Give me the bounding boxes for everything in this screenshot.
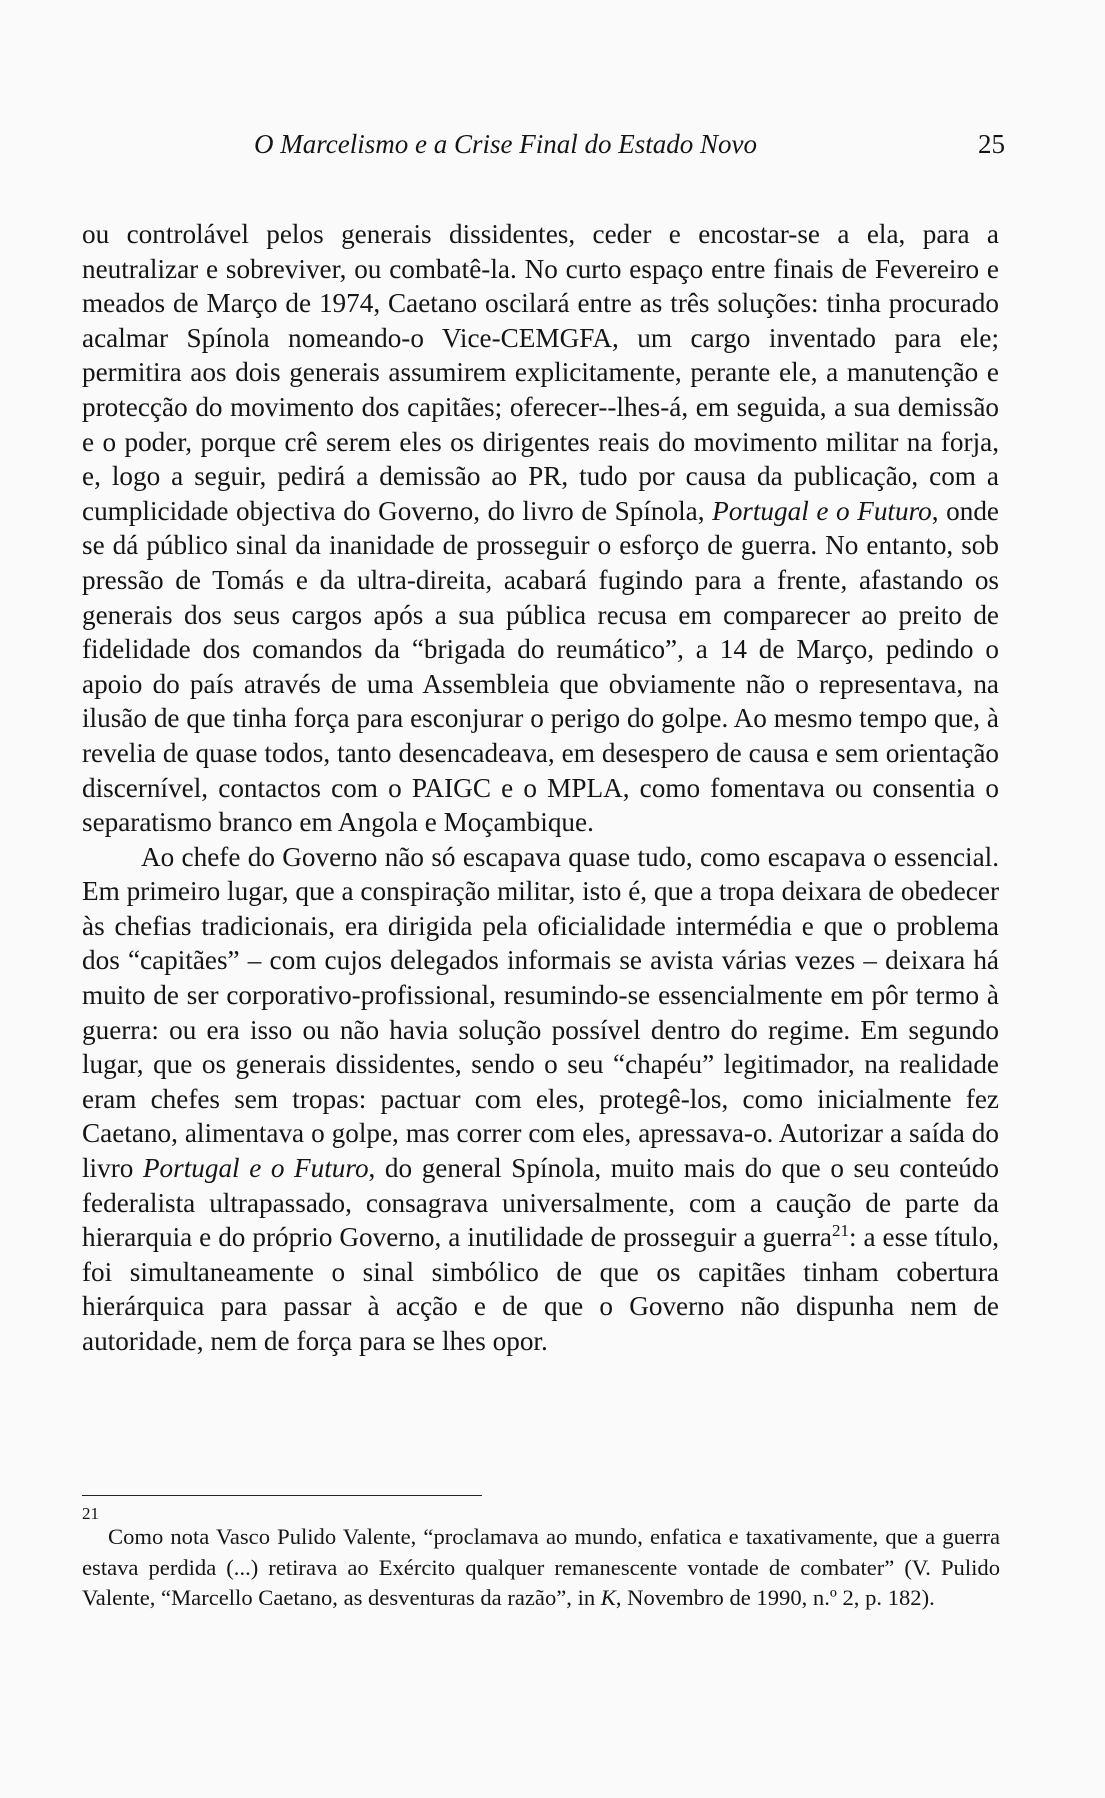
paragraph-text: , onde se dá público sinal da inanidade de prosseguir o esforço de guerra. No entanto, sob pressão de Tomás e da ultra-direita, acabará fugindo para a frente, afastando os generais dos seus cargos após a sua pública recusa em comparecer ao preito de fidelidade dos comandos da “brigada do reumático”, a 14 de Março, pedindo o apoio do país através de uma Assembleia que obviamente não o representava, na ilusão de que tinha força para esconjurar o perigo do golpe. Ao mesmo tempo que, à revelia de quase todos, tanto desencadeava, em desespero de causa e sem orientação discernível, contactos com o PAIGC e o MPLA, como fomentava ou consentia o separatismo branco em Angola e Moçambique. bbox=[82, 495, 999, 838]
running-header bbox=[82, 127, 1005, 161]
paragraph bbox=[82, 840, 999, 1359]
paragraph-text: ou controlável pelos generais dissidentes, ceder e encostar-se a ela, para a neutralizar e sobreviver, ou combatê-la. No curto espaço entre finais de Fevereiro e meados de Março de 1974, Caetano oscilará entre as três soluções: tinha procurado acalmar Spínola nomeando-o Vice-CEMGFA, um cargo inventado para ele; permitira aos dois generais assumirem explicitamente, perante ele, a manutenção e protecção do movimento dos capitães; oferecer--lhes-á, em seguida, a sua demissão e o poder, porque crê serem eles os dirigentes reais do movimento militar na forja, e, logo a seguir, pedirá a demissão ao PR, tudo por causa da publicação, com a cumplicidade objectiva do Governo, do livro de Spínola, bbox=[82, 219, 999, 526]
paragraph-text: : a esse título, foi simultaneamente o sinal simbólico de que os capitães tinham cobertura hierárquica para passar à acção e de que o Governo não dispunha nem de autoridade, nem de força para se lhes opor. bbox=[82, 1222, 999, 1356]
paragraph-text: Ao chefe do Governo não só escapava quase tudo, como escapava o essencial. Em primeiro lugar, que a conspiração militar, isto é, que a tropa deixara de obedecer às chefias tradicionais, era dirigida pela oficialidade intermédia e que o problema dos “capitães” – com cujos delegados informais se avista várias vezes – deixara há muito de ser corporativo-profissional, resumindo-se essencialmente em pôr termo à guerra: ou era isso ou não havia solução possível dentro do regime. Em segundo lugar, que os generais dissidentes, sendo o seu “chapéu” legitimador, na realidade eram chefes sem tropas: pactuar com eles, protegê-los, como inicialmente fez Caetano, alimentava o golpe, mas correr com eles, apressava-o. Autorizar a saída do livro bbox=[82, 841, 999, 1184]
footnote-text-part: Como nota Vasco Pulido Valente, “proclamava ao mundo, enfatica e taxativamente, que a guerra estava perdida (...) retirava ao Exército qualquer remanescente vontade de combater” (V. Pulido Valente, “Marcello Caetano, as desventuras da razão”, in bbox=[82, 1524, 1000, 1610]
body-text bbox=[82, 217, 999, 1359]
running-title: O Marcelismo e a Crise Final do Estado Novo bbox=[254, 129, 757, 159]
paragraph bbox=[82, 217, 999, 840]
book-title: Portugal e o Futuro bbox=[712, 495, 932, 526]
page-number: 25 bbox=[978, 129, 1005, 159]
footnote-text bbox=[82, 1504, 1000, 1614]
footnote-divider bbox=[82, 1495, 482, 1496]
publication-title: K bbox=[600, 1585, 616, 1610]
paragraph-text: , do general Spínola, muito mais do que o seu conteúdo federalista ultrapassado, consagrava universalmente, com a caução de parte da hierarquia e do próprio Governo, a inutilidade de prosseguir a guerra bbox=[82, 1153, 999, 1253]
book-title: Portugal e o Futuro bbox=[142, 1153, 369, 1184]
footnote-number: 21 bbox=[82, 1504, 99, 1523]
footnote bbox=[82, 1504, 1000, 1614]
footnote-reference[interactable]: 21 bbox=[831, 1221, 849, 1241]
footnote-text-part: , Novembro de 1990, n.º 2, p. 182). bbox=[615, 1585, 935, 1610]
